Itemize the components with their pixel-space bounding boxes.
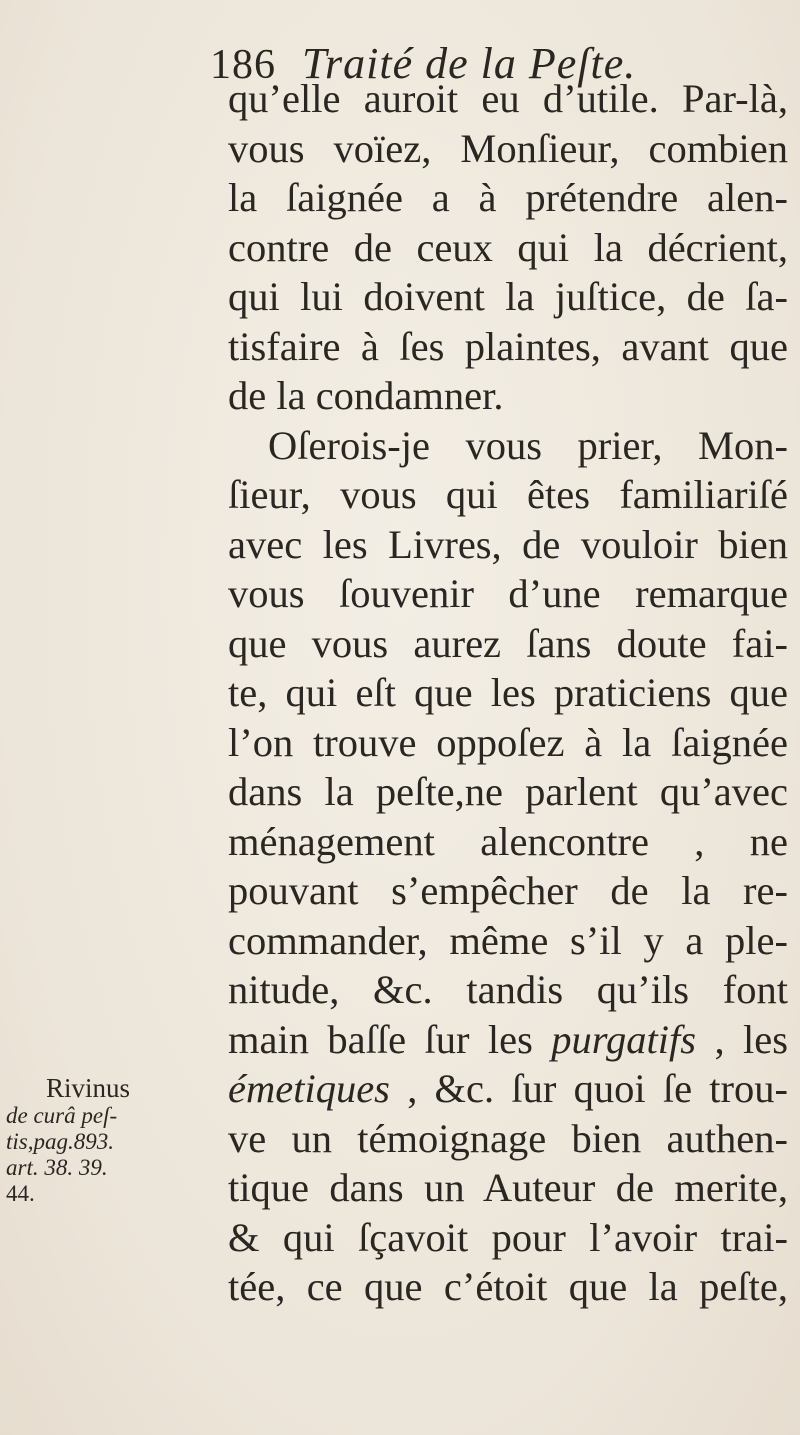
text-line: tique dans un Auteur de merite, xyxy=(228,1165,788,1210)
text-line: que vous aurez ſans doute fai- xyxy=(228,620,788,666)
text-line: qu’elle auroit eu d’utile. Par-là, xyxy=(228,76,788,121)
text-line: dans la peſte,ne parlent qu’avec xyxy=(228,769,788,814)
margin-note-line: de curâ peſ- xyxy=(6,1103,118,1128)
text-line: nitude, &c. tandis qu’ils font xyxy=(228,967,788,1012)
text-line: ſieur, vous qui êtes familiariſé xyxy=(228,472,788,517)
margin-note-line: 44. xyxy=(6,1181,35,1206)
text-line: te, qui eſt que les praticiens que xyxy=(228,670,788,715)
text-line: vous voïez, Monſieur, combien xyxy=(228,125,788,171)
text-line: & qui ſçavoit pour l’avoir trai- xyxy=(228,1214,788,1260)
text-line: l’on trouve oppoſez à la ſaignée xyxy=(228,719,788,765)
italic-word: purgatifs xyxy=(551,1016,697,1062)
margin-note-line: art. 38. 39. xyxy=(6,1155,108,1180)
text-line: ménagement alencontre , ne xyxy=(228,818,788,864)
text-segment: main baſſe ſur les xyxy=(228,1016,533,1062)
text-line: avec les Livres, de vouloir bien xyxy=(228,521,788,567)
text-line-mixed xyxy=(228,1015,788,1065)
margin-note-author: Rivinus xyxy=(46,1073,131,1103)
text-line: pouvant s’empêcher de la re- xyxy=(228,868,788,913)
text-line-mixed xyxy=(228,1064,788,1114)
text-line: Oſerois-je vous prier, Mon- xyxy=(268,422,788,468)
body-text xyxy=(228,74,788,1312)
text-segment: , les xyxy=(714,1016,789,1062)
text-segment: , &c. ſur quoi ſe trou- xyxy=(407,1066,788,1111)
text-line: ve un témoignage bien authen- xyxy=(228,1115,788,1161)
margin-note xyxy=(6,1073,216,1207)
text-line: la ſaignée a à prétendre alen- xyxy=(228,175,788,220)
text-line: vous ſouvenir d’une remarque xyxy=(228,571,788,616)
text-line: tisfaire à ſes plaintes, avant que xyxy=(228,323,788,369)
running-title: Traité de la Peſte. xyxy=(302,39,637,88)
margin-note-line: tis,pag.893. xyxy=(6,1129,114,1154)
text-line: tée, ce que c’étoit que la peſte, xyxy=(228,1264,788,1309)
italic-word: émetiques xyxy=(228,1066,390,1111)
text-line: qui lui doivent la juſtice, de ſa- xyxy=(228,274,788,319)
text-line: contre de ceux qui la décrient, xyxy=(228,224,788,270)
page-number: 186 xyxy=(210,42,276,88)
text-line: de la condamner. xyxy=(228,373,504,418)
text-line: commander, même s’il y a ple- xyxy=(228,917,788,963)
